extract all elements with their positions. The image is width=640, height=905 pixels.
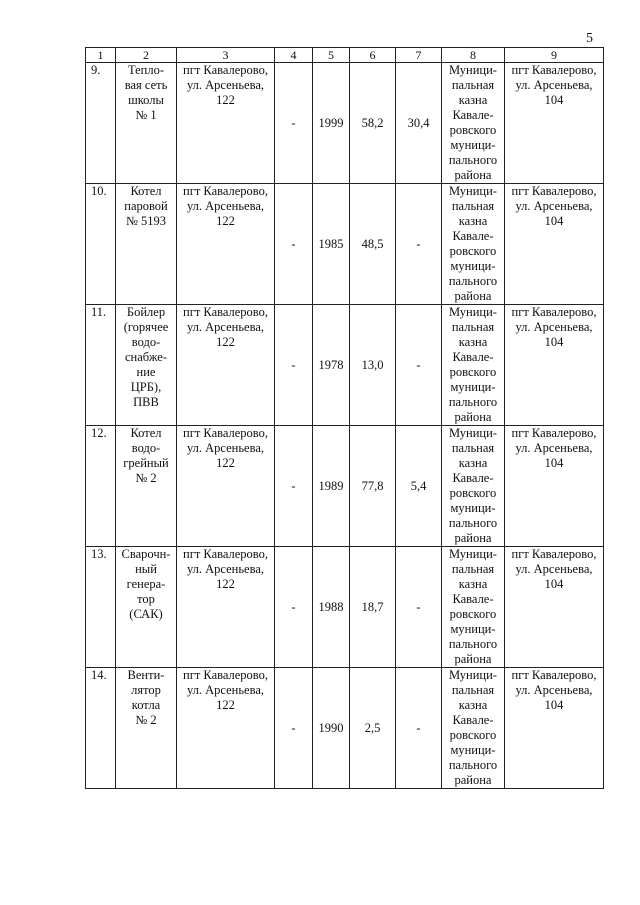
table-row xyxy=(86,668,604,789)
table-row xyxy=(86,184,604,305)
object-name: Венти- лятор котла № 2 xyxy=(116,668,177,789)
cell-year: 1989 xyxy=(313,426,350,547)
cell-col4: - xyxy=(275,305,313,426)
table-row xyxy=(86,547,604,668)
owner: Муници- пальная казна Кавале- ровского муници- пального района xyxy=(442,184,505,305)
cell-col4: - xyxy=(275,426,313,547)
cell-col6: 48,5 xyxy=(350,184,396,305)
owner: Муници- пальная казна Кавале- ровского муници- пального района xyxy=(442,547,505,668)
table-row xyxy=(86,305,604,426)
row-number: 13. xyxy=(86,547,116,668)
cell-col6: 18,7 xyxy=(350,547,396,668)
cell-col7: - xyxy=(396,305,442,426)
column-header: 9 xyxy=(505,48,604,63)
cell-col7: - xyxy=(396,668,442,789)
owner: Муници- пальная казна Кавале- ровского муници- пального района xyxy=(442,63,505,184)
column-number-row xyxy=(86,48,604,63)
cell-col4: - xyxy=(275,668,313,789)
cell-col7: 5,4 xyxy=(396,426,442,547)
cell-col4: - xyxy=(275,547,313,668)
column-header: 4 xyxy=(275,48,313,63)
owner-address: пгт Кавалерово, ул. Арсеньева, 104 xyxy=(505,305,604,426)
column-header: 1 xyxy=(86,48,116,63)
cell-col6: 77,8 xyxy=(350,426,396,547)
cell-col4: - xyxy=(275,184,313,305)
cell-year: 1988 xyxy=(313,547,350,668)
table-row xyxy=(86,63,604,184)
cell-year: 1985 xyxy=(313,184,350,305)
cell-col7: 30,4 xyxy=(396,63,442,184)
column-header: 8 xyxy=(442,48,505,63)
owner-address: пгт Кавалерово, ул. Арсеньева, 104 xyxy=(505,184,604,305)
cell-year: 1999 xyxy=(313,63,350,184)
page-number: 5 xyxy=(586,31,593,46)
column-header: 5 xyxy=(313,48,350,63)
owner-address: пгт Кавалерово, ул. Арсеньева, 104 xyxy=(505,426,604,547)
cell-col6: 58,2 xyxy=(350,63,396,184)
object-name: Сварочн- ный генера- тор (САК) xyxy=(116,547,177,668)
row-number: 9. xyxy=(86,63,116,184)
cell-year: 1990 xyxy=(313,668,350,789)
owner-address: пгт Кавалерово, ул. Арсеньева, 104 xyxy=(505,547,604,668)
cell-col6: 13,0 xyxy=(350,305,396,426)
object-address: пгт Кавалерово, ул. Арсеньева, 122 xyxy=(177,426,275,547)
owner: Муници- пальная казна Кавале- ровского муници- пального района xyxy=(442,426,505,547)
row-number: 11. xyxy=(86,305,116,426)
cell-col6: 2,5 xyxy=(350,668,396,789)
object-address: пгт Кавалерово, ул. Арсеньева, 122 xyxy=(177,547,275,668)
column-header: 6 xyxy=(350,48,396,63)
cell-col7: - xyxy=(396,547,442,668)
owner-address: пгт Кавалерово, ул. Арсеньева, 104 xyxy=(505,63,604,184)
object-name: Бойлер (горячее водо- снабже- ние ЦРБ), ПВВ xyxy=(116,305,177,426)
owner-address: пгт Кавалерово, ул. Арсеньева, 104 xyxy=(505,668,604,789)
object-address: пгт Кавалерово, ул. Арсеньева, 122 xyxy=(177,305,275,426)
cell-col7: - xyxy=(396,184,442,305)
owner: Муници- пальная казна Кавале- ровского муници- пального района xyxy=(442,305,505,426)
object-address: пгт Кавалерово, ул. Арсеньева, 122 xyxy=(177,184,275,305)
object-name: Тепло- вая сеть школы № 1 xyxy=(116,63,177,184)
object-name: Котел паровой № 5193 xyxy=(116,184,177,305)
column-header: 7 xyxy=(396,48,442,63)
owner: Муници- пальная казна Кавале- ровского муници- пального района xyxy=(442,668,505,789)
object-address: пгт Кавалерово, ул. Арсеньева, 122 xyxy=(177,668,275,789)
row-number: 12. xyxy=(86,426,116,547)
column-header: 3 xyxy=(177,48,275,63)
cell-year: 1978 xyxy=(313,305,350,426)
object-name: Котел водо- грейный № 2 xyxy=(116,426,177,547)
property-registry-table xyxy=(85,47,604,789)
object-address: пгт Кавалерово, ул. Арсеньева, 122 xyxy=(177,63,275,184)
cell-col4: - xyxy=(275,63,313,184)
row-number: 14. xyxy=(86,668,116,789)
table-row xyxy=(86,426,604,547)
row-number: 10. xyxy=(86,184,116,305)
column-header: 2 xyxy=(116,48,177,63)
